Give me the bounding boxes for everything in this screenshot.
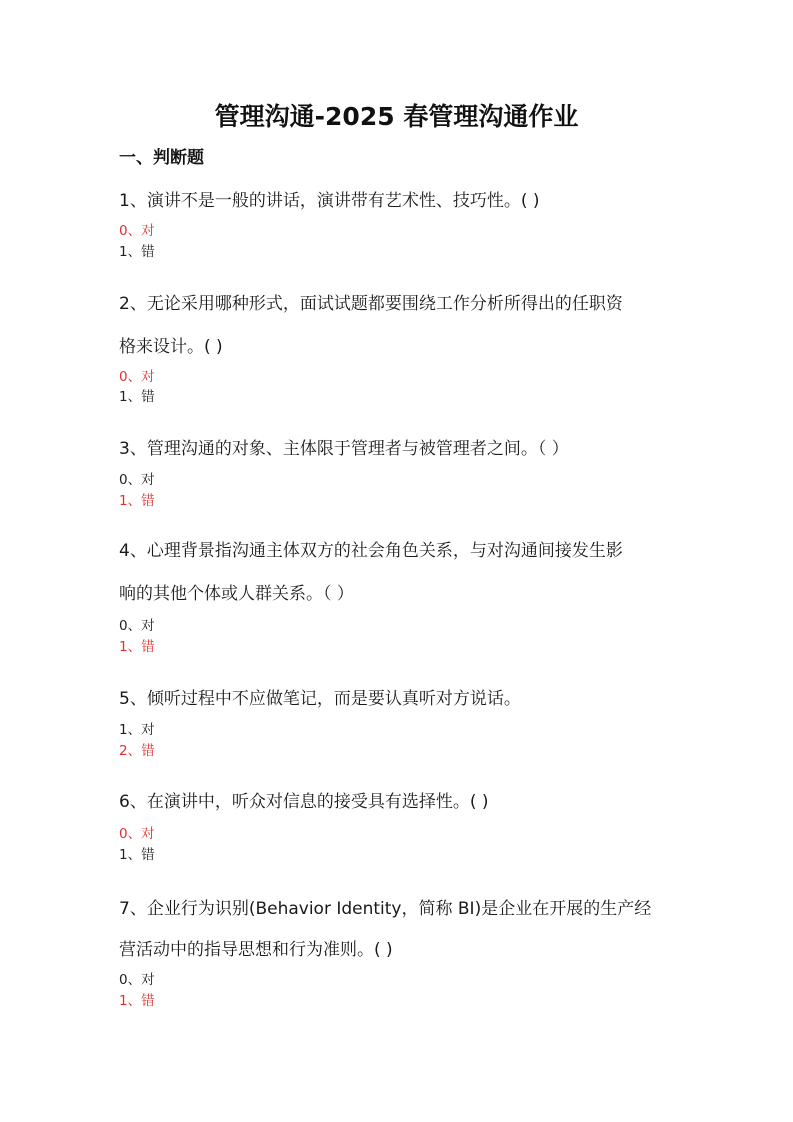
answer-option-correct: 1、错 <box>119 639 155 655</box>
question-text: 格来设计。( ) <box>119 337 223 357</box>
question-text: 7、企业行为识别(Behavior Identity，简称 BI)是企业在开展的生产经 <box>119 899 652 919</box>
document-title: 管理沟通-2025 春管理沟通作业 <box>214 102 579 131</box>
answer-option-correct: 0、对 <box>119 369 155 385</box>
question-text: 5、倾听过程中不应做笔记，而是要认真听对方说话。 <box>119 689 521 709</box>
answer-option-correct: 0、对 <box>119 223 155 239</box>
answer-option: 1、错 <box>119 244 155 260</box>
question-text: 营活动中的指导思想和行为准则。( ) <box>119 940 393 960</box>
answer-option-correct: 0、对 <box>119 826 155 842</box>
answer-option-correct: 1、错 <box>119 993 155 1009</box>
section-heading: 一、判断题 <box>119 148 204 168</box>
answer-option: 0、对 <box>119 472 155 488</box>
question-text: 4、心理背景指沟通主体双方的社会角色关系，与对沟通间接发生影 <box>119 541 623 561</box>
question-text: 2、无论采用哪种形式，面试试题都要围绕工作分析所得出的任职资 <box>119 294 623 314</box>
answer-option: 0、对 <box>119 972 155 988</box>
question-text: 1、演讲不是一般的讲话，演讲带有艺术性、技巧性。( ) <box>119 191 540 211</box>
question-text: 响的其他个体或人群关系。（ ） <box>119 584 354 604</box>
answer-option-correct: 1、错 <box>119 493 155 509</box>
answer-option: 1、对 <box>119 722 155 738</box>
answer-option: 1、错 <box>119 847 155 863</box>
question-text: 3、管理沟通的对象、主体限于管理者与被管理者之间。（ ） <box>119 439 569 459</box>
answer-option-correct: 2、错 <box>119 743 155 759</box>
answer-option: 0、对 <box>119 618 155 634</box>
answer-option: 1、错 <box>119 389 155 405</box>
question-text: 6、在演讲中，听众对信息的接受具有选择性。( ) <box>119 792 489 812</box>
